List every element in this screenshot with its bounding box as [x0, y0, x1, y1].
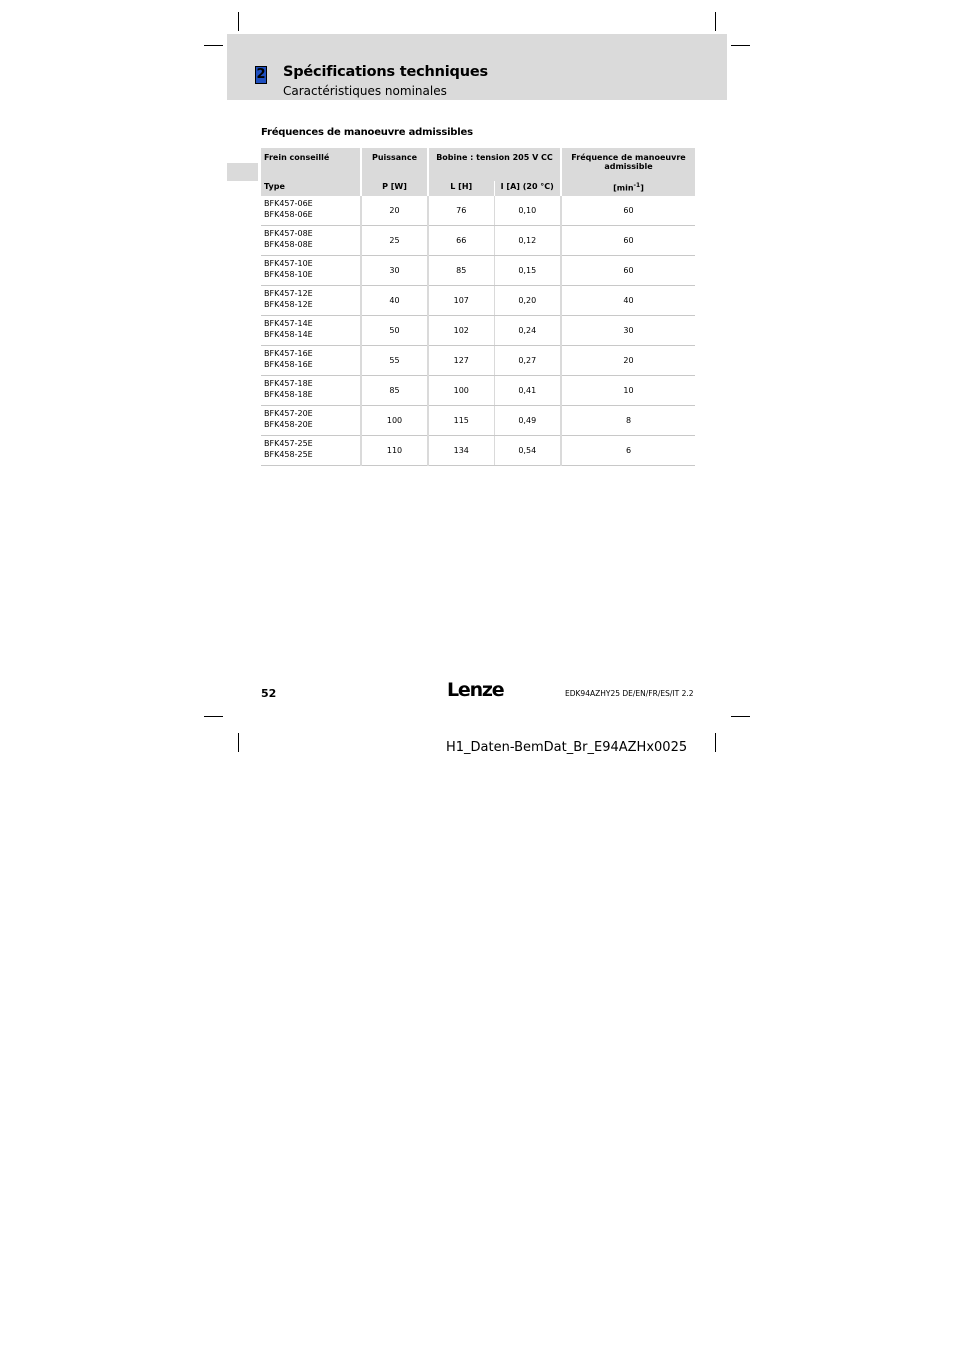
cell-frequency: 30 — [561, 316, 695, 346]
header-power: Puissance — [361, 148, 428, 181]
crop-mark — [238, 733, 239, 752]
cell-frequency: 10 — [561, 376, 695, 406]
table-row — [261, 346, 695, 376]
cell-frequency: 60 — [561, 256, 695, 286]
table-row — [261, 316, 695, 346]
crop-mark — [204, 45, 223, 46]
crop-mark — [715, 12, 716, 31]
document-reference: EDK94AZHY25 DE/EN/FR/ES/IT 2.2 — [565, 689, 694, 698]
table-row — [261, 376, 695, 406]
cell-type — [261, 346, 361, 376]
table-row — [261, 256, 695, 286]
cell-inductance: 102 — [428, 316, 494, 346]
cell-current: 0,49 — [494, 406, 561, 436]
cell-inductance: 134 — [428, 436, 494, 466]
cell-type — [261, 226, 361, 256]
section-title: Fréquences de manoeuvre admissibles — [261, 127, 473, 138]
cell-current: 0,54 — [494, 436, 561, 466]
type-primary: BFK457-16E — [264, 349, 313, 358]
cell-inductance: 66 — [428, 226, 494, 256]
cell-type — [261, 376, 361, 406]
cell-current: 0,12 — [494, 226, 561, 256]
header-type: Type — [261, 181, 361, 196]
type-secondary: BFK458-08E — [264, 240, 313, 249]
cell-frequency: 8 — [561, 406, 695, 436]
type-secondary: BFK458-25E — [264, 450, 313, 459]
chapter-title: Spécifications techniques — [283, 64, 488, 80]
cell-power: 55 — [361, 346, 428, 376]
cell-current: 0,10 — [494, 196, 561, 226]
cell-frequency: 60 — [561, 226, 695, 256]
cell-frequency: 6 — [561, 436, 695, 466]
header-power-unit: P [W] — [361, 181, 428, 196]
type-primary: BFK457-18E — [264, 379, 313, 388]
table-row — [261, 226, 695, 256]
cell-current: 0,15 — [494, 256, 561, 286]
cell-frequency: 60 — [561, 196, 695, 226]
cell-inductance: 100 — [428, 376, 494, 406]
cell-type — [261, 316, 361, 346]
type-primary: BFK457-10E — [264, 259, 313, 268]
crop-mark — [731, 716, 750, 717]
table-row — [261, 406, 695, 436]
header-frequency-unit — [561, 181, 695, 196]
type-secondary: BFK458-20E — [264, 420, 313, 429]
cell-power: 20 — [361, 196, 428, 226]
type-secondary: BFK458-14E — [264, 330, 313, 339]
cell-frequency: 40 — [561, 286, 695, 316]
cell-power: 110 — [361, 436, 428, 466]
header-coil: Bobine : tension 205 V CC — [428, 148, 561, 181]
header-current-unit: I [A] (20 °C) — [494, 181, 561, 196]
type-primary: BFK457-25E — [264, 439, 313, 448]
frequency-unit-base: [min — [613, 183, 634, 193]
table-row — [261, 436, 695, 466]
cell-type — [261, 256, 361, 286]
side-tab-marker — [227, 163, 258, 181]
cell-power: 40 — [361, 286, 428, 316]
type-primary: BFK457-08E — [264, 229, 313, 238]
cell-inductance: 115 — [428, 406, 494, 436]
chapter-number: 2 — [256, 67, 266, 82]
table-row — [261, 196, 695, 226]
cell-current: 0,27 — [494, 346, 561, 376]
lenze-logo: Lenze — [447, 679, 504, 701]
cell-power: 50 — [361, 316, 428, 346]
cell-current: 0,41 — [494, 376, 561, 406]
type-secondary: BFK458-06E — [264, 210, 313, 219]
cell-power: 85 — [361, 376, 428, 406]
crop-mark — [715, 733, 716, 752]
chapter-subtitle: Caractéristiques nominales — [283, 84, 447, 98]
type-secondary: BFK458-12E — [264, 300, 313, 309]
cell-inductance: 107 — [428, 286, 494, 316]
cell-type — [261, 196, 361, 226]
type-primary: BFK457-06E — [264, 199, 313, 208]
type-secondary: BFK458-18E — [264, 390, 313, 399]
header-brake: Frein conseillé — [261, 148, 361, 181]
table-row — [261, 286, 695, 316]
cell-power: 30 — [361, 256, 428, 286]
type-secondary: BFK458-16E — [264, 360, 313, 369]
type-primary: BFK457-14E — [264, 319, 313, 328]
cell-type — [261, 436, 361, 466]
header-inductance-unit: L [H] — [428, 181, 494, 196]
file-name-label: H1_Daten-BemDat_Br_E94AZHx0025 — [446, 740, 688, 755]
type-primary: BFK457-20E — [264, 409, 313, 418]
cell-power: 25 — [361, 226, 428, 256]
frequency-unit-end: ] — [640, 183, 644, 193]
frequency-unit-exponent: -1 — [633, 182, 641, 189]
cell-current: 0,20 — [494, 286, 561, 316]
cell-frequency: 20 — [561, 346, 695, 376]
cell-inductance: 127 — [428, 346, 494, 376]
type-secondary: BFK458-10E — [264, 270, 313, 279]
cell-power: 100 — [361, 406, 428, 436]
switching-frequency-table — [261, 148, 695, 466]
cell-type — [261, 286, 361, 316]
page-number: 52 — [261, 687, 277, 700]
crop-mark — [204, 716, 223, 717]
header-frequency: Fréquence de manoeuvre admissible — [561, 148, 695, 181]
crop-mark — [238, 12, 239, 31]
type-primary: BFK457-12E — [264, 289, 313, 298]
crop-mark — [731, 45, 750, 46]
cell-current: 0,24 — [494, 316, 561, 346]
cell-inductance: 85 — [428, 256, 494, 286]
cell-type — [261, 406, 361, 436]
cell-inductance: 76 — [428, 196, 494, 226]
